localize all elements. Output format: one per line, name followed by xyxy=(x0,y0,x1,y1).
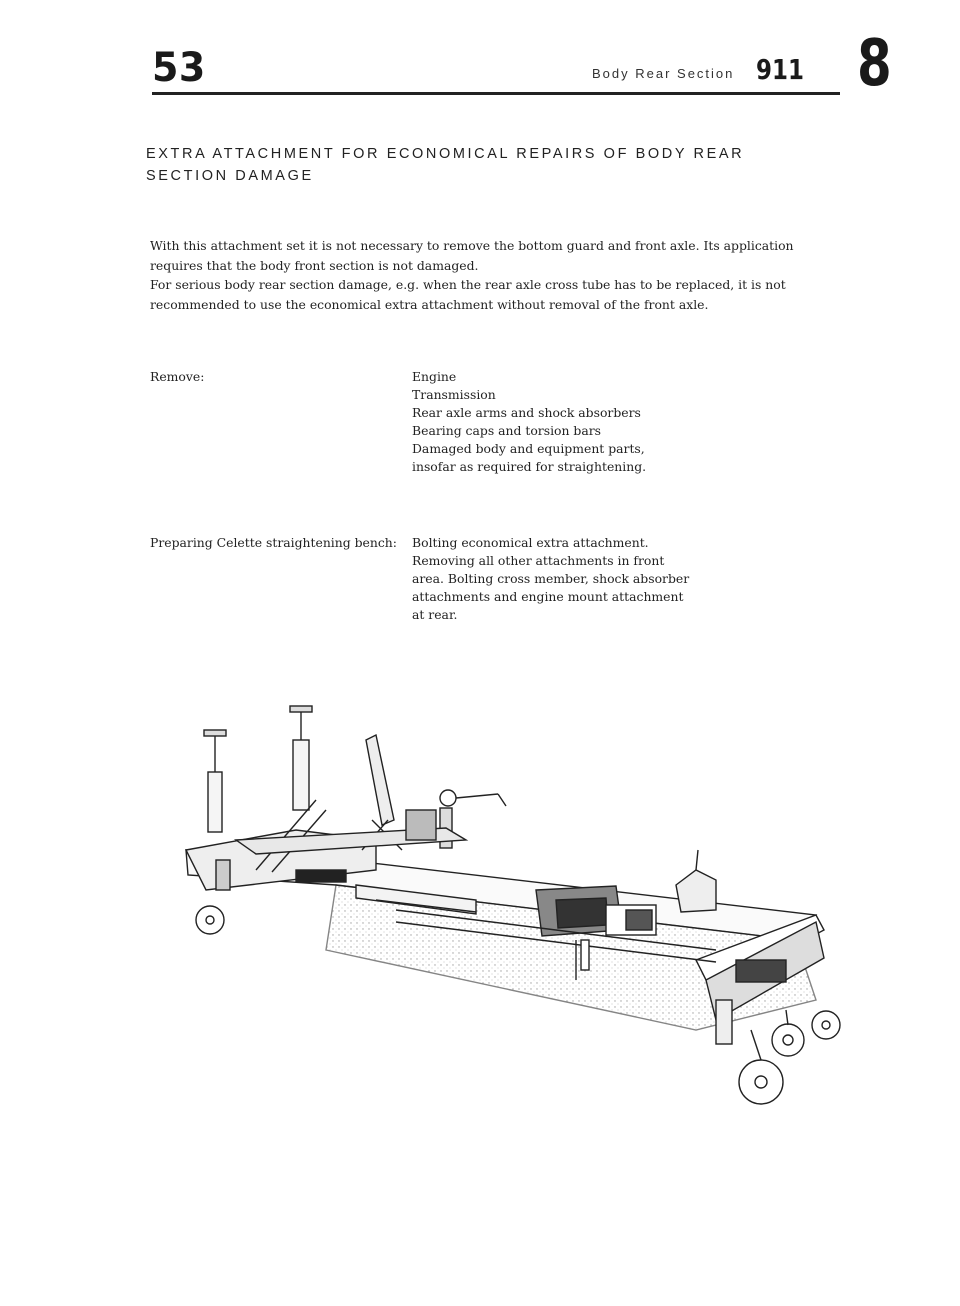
list-item: Removing all other attachments in front xyxy=(412,553,665,568)
list-item: Bolting economical extra attachment. xyxy=(412,535,649,550)
intro-line: requires that the body front section is not damaged. xyxy=(150,257,479,273)
heading-line: EXTRA ATTACHMENT FOR ECONOMICAL REPAIRS OF BODY REAR xyxy=(146,146,745,162)
list-item: Transmission xyxy=(412,387,496,402)
intro-line: With this attachment set it is not necessary to remove the bottom guard and front axle. Its application xyxy=(150,238,794,253)
list-item: attachments and engine mount attachment xyxy=(412,589,684,604)
list-item: Rear axle arms and shock absorbers xyxy=(412,405,641,420)
page-heading xyxy=(146,143,786,187)
intro-line: For serious body rear section damage, e.g. when the rear axle cross tube has to be replaced, it is not xyxy=(150,277,786,292)
list-item: Engine xyxy=(412,369,457,384)
list-item: at rear. xyxy=(412,607,458,622)
intro-paragraph xyxy=(150,236,840,314)
header-rule xyxy=(152,92,840,95)
chapter-number: 8 xyxy=(857,27,892,101)
preparing-list xyxy=(412,534,689,624)
remove-list xyxy=(412,368,646,476)
list-item: insofar as required for straightening. xyxy=(412,459,647,474)
section-title: Body Rear Section xyxy=(592,66,735,81)
model-number: 911 xyxy=(756,53,804,86)
heading-line: SECTION DAMAGE xyxy=(146,168,314,184)
remove-label: Remove: xyxy=(150,369,205,384)
page-number: 53 xyxy=(152,45,206,91)
intro-line: recommended to use the economical extra attachment without removal of the front axle. xyxy=(150,296,709,312)
list-item: Damaged body and equipment parts, xyxy=(412,441,645,456)
straightening-bench-illustration xyxy=(176,700,852,1110)
preparing-label: Preparing Celette straightening bench: xyxy=(150,535,397,550)
list-item: area. Bolting cross member, shock absorber xyxy=(412,571,690,586)
list-item: Bearing caps and torsion bars xyxy=(412,423,602,438)
